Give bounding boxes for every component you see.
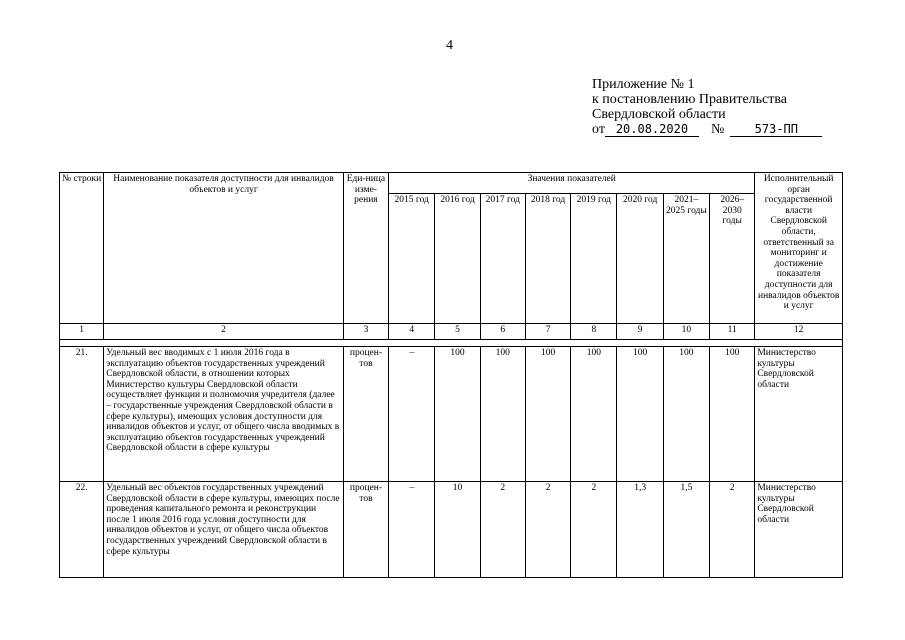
date-prefix: от — [592, 122, 605, 137]
column-number: 6 — [480, 324, 525, 340]
header-indicator: Наименование показателя доступности для инвалидов объектов и услуг — [104, 173, 344, 324]
appendix-line-2: к постановлению Правительства — [592, 92, 788, 107]
row-value: 100 — [435, 347, 480, 482]
column-number: 10 — [663, 324, 709, 340]
row-value: 1,5 — [663, 482, 709, 578]
row-value: 100 — [480, 347, 525, 482]
resolution-number: 573-ПП — [730, 122, 822, 137]
row-unit: процен-тов — [343, 482, 388, 578]
row-unit: процен-тов — [343, 347, 388, 482]
row-value: 100 — [525, 347, 570, 482]
header-year: 2015 год — [389, 194, 435, 324]
resolution-date: 20.08.2020 — [605, 122, 699, 137]
column-number: 7 — [525, 324, 570, 340]
row-value: 2 — [525, 482, 570, 578]
table-row — [60, 347, 843, 482]
row-number: 21. — [60, 347, 104, 482]
spacer-cell — [60, 340, 843, 347]
column-number: 9 — [617, 324, 663, 340]
header-year: 2018 год — [525, 194, 570, 324]
header-row-no: № строки — [60, 173, 104, 324]
row-number: 22. — [60, 482, 104, 578]
column-number: 11 — [710, 324, 755, 340]
row-value: 2 — [571, 482, 617, 578]
column-numbers-row — [60, 324, 843, 340]
header-unit: Еди-ница изме-рения — [343, 173, 388, 324]
row-value: 100 — [710, 347, 755, 482]
appendix-header — [592, 77, 822, 137]
row-value: – — [389, 347, 435, 482]
row-value: 1,3 — [617, 482, 663, 578]
header-year: 2021–2025 годы — [663, 194, 709, 324]
header-executive: Исполнительный орган государственной власти Свердловской области, ответственный за мониторинг и достижение показателя доступности для инвалидов объектов и услуг — [755, 173, 843, 324]
appendix-line-3: Свердловской области — [592, 107, 726, 122]
row-indicator: Удельный вес объектов государственных учреждений Свердловской области в сфере культуры, имеющих после проведения капитального ремонта и реконструкции после 1 июля 2016 года условия доступности для инвалидов объектов и услуг, от общего числа объектов государственных учреждений Свердловской области в сфере культуры — [104, 482, 344, 578]
row-value: 100 — [663, 347, 709, 482]
column-number: 3 — [343, 324, 388, 340]
column-number: 2 — [104, 324, 344, 340]
table-row — [60, 482, 843, 578]
column-number: 8 — [571, 324, 617, 340]
spacer-row — [60, 340, 843, 347]
appendix-line-1: Приложение № 1 — [592, 77, 695, 92]
row-value: – — [389, 482, 435, 578]
header-values-group: Значения показателей — [389, 173, 755, 194]
row-value: 10 — [435, 482, 480, 578]
header-row-1 — [60, 173, 843, 194]
row-value: 100 — [617, 347, 663, 482]
header-year: 2020 год — [617, 194, 663, 324]
row-executive: Министерство культуры Свердловской области — [755, 347, 843, 482]
row-value: 100 — [571, 347, 617, 482]
header-year: 2026–2030 годы — [710, 194, 755, 324]
column-number: 12 — [755, 324, 843, 340]
indicators-table — [59, 172, 843, 578]
row-indicator: Удельный вес вводимых с 1 июля 2016 года в эксплуатацию объектов государственных учреждений Свердловской области, в отношении которых Министерство культуры Свердловской области осуществляет функции и полномочия учредителя (далее – государственные учреждения Свердловской области в сфере культуры), имеющих условия доступности для инвалидов объектов и услуг, от общего числа вводимых в эксплуатацию объектов государственных учреждений Свердловской области в сфере культуры — [104, 347, 344, 482]
row-value: 2 — [480, 482, 525, 578]
appendix-date-line — [592, 122, 822, 137]
header-year: 2016 год — [435, 194, 480, 324]
column-number: 5 — [435, 324, 480, 340]
number-sign: № — [710, 122, 725, 137]
row-executive: Министерство культуры Свердловской области — [755, 482, 843, 578]
column-number: 1 — [60, 324, 104, 340]
row-value: 2 — [710, 482, 755, 578]
column-number: 4 — [389, 324, 435, 340]
header-year: 2019 год — [571, 194, 617, 324]
page-number: 4 — [446, 38, 453, 53]
header-year: 2017 год — [480, 194, 525, 324]
